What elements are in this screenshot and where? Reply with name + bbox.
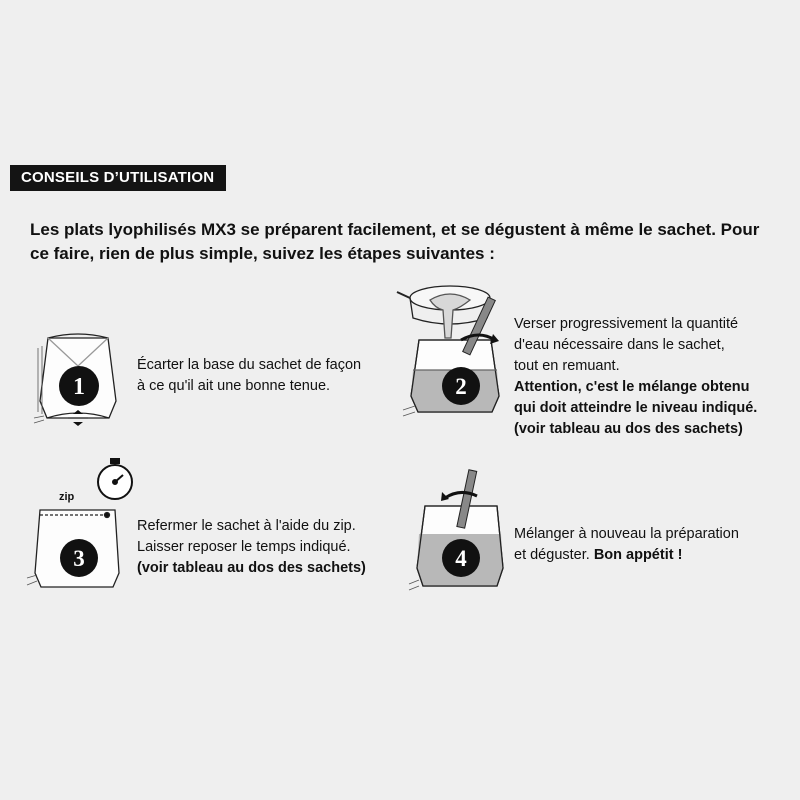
intro-text: Les plats lyophilisés MX3 se préparent facilement, et se dégustent à même le sachet. Pour ce faire, rien de plus simple, suivez les étapes suivantes : (30, 220, 760, 263)
step-3-text: Refermer le sachet à l'aide du zip. Laisser reposer le temps indiqué. (voir tableau au dos des sachets) (137, 518, 366, 576)
step-2-text: Verser progressivement la quantité d'eau nécessaire dans le sachet, tout en remuant. Attention, c'est le mélange obtenu qui doit atteindre le niveau indiqué. (voir tableau au dos des sachets) (514, 316, 758, 437)
step-number: 4 (455, 546, 467, 571)
stopwatch-icon (98, 459, 132, 499)
step-2-illustration (395, 278, 513, 428)
step-number: 3 (73, 546, 85, 571)
step-1-text: Écarter la base du sachet de façon à ce qu'il ait une bonne tenue. (137, 357, 362, 394)
step-number: 1 (73, 374, 85, 400)
zip-label: zip (59, 491, 75, 503)
step-3-illustration (25, 455, 140, 595)
step-4-illustration (405, 468, 515, 598)
step-4-text: Mélanger à nouveau la préparation et déguster. Bon appétit ! (514, 526, 739, 563)
section-title: CONSEILS D’UTILISATION (10, 165, 226, 191)
step-1-illustration (28, 326, 128, 436)
step-number: 2 (455, 374, 467, 399)
